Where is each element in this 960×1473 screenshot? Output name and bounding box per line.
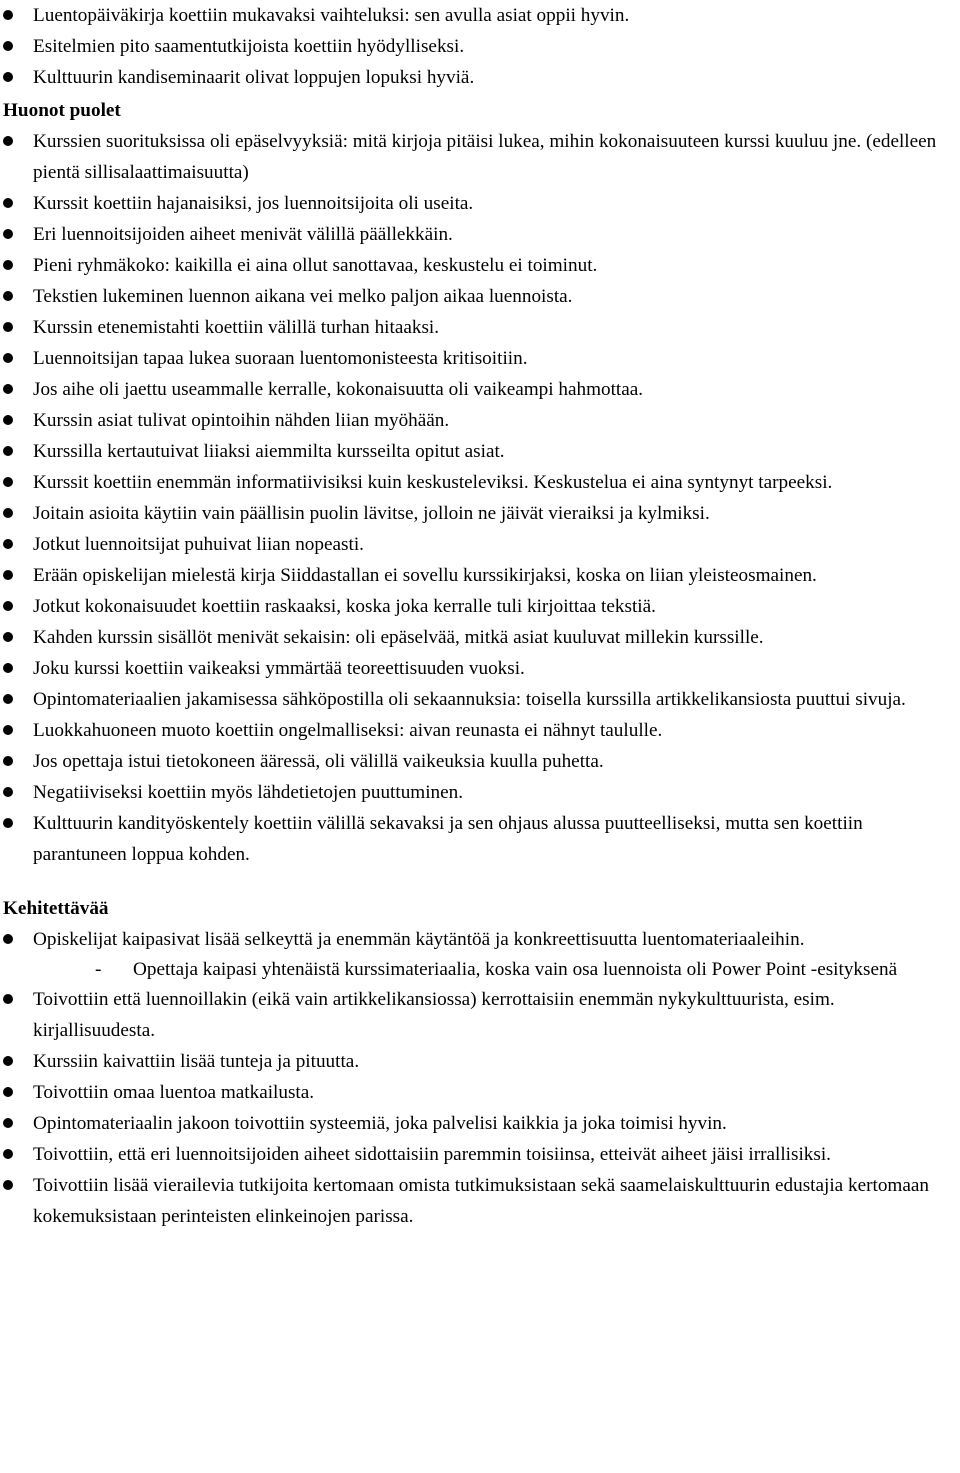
list-item: Jos aihe oli jaettu useammalle kerralle, kokonaisuutta oli vaikeampi hahmottaa.: [0, 374, 960, 405]
list-item: Opintomateriaalien jakamisessa sähköpostilla oli sekaannuksia: toisella kurssilla artikkelikansiosta puuttui sivuja.: [0, 684, 960, 715]
list-item: Toivottiin lisää vierailevia tutkijoita kertomaan omista tutkimuksistaan sekä saamelaiskulttuurin edustajia kertomaan kokemuksistaan perinteisten elinkeinojen parissa.: [0, 1170, 960, 1232]
list-item: Joitain asioita käytiin vain päällisin puolin lävitse, jolloin ne jäivät vieraiksi ja kylmiksi.: [0, 498, 960, 529]
list-item: Kurssilla kertautuivat liiaksi aiemmilta kursseilta opitut asiat.: [0, 436, 960, 467]
list-item-text: Opiskelijat kaipasivat lisää selkeyttä ja enemmän käytäntöä ja konkreettisuutta luentomateriaaleihin.: [33, 929, 805, 950]
list-item: Kahden kurssin sisällöt menivät sekaisin: oli epäselvää, mitkä asiat kuuluvat millekin kurssille.: [0, 622, 960, 653]
sub-list: [33, 955, 956, 984]
list-item: Pieni ryhmäkoko: kaikilla ei aina ollut sanottavaa, keskustelu ei toiminut.: [0, 250, 960, 281]
list-item: Esitelmien pito saamentutkijoista koettiin hyödylliseksi.: [0, 31, 960, 62]
list-item: Kurssiin kaivattiin lisää tunteja ja pituutta.: [0, 1046, 960, 1077]
list-item: Erään opiskelijan mielestä kirja Siiddastallan ei sovellu kurssikirjaksi, koska on liian yleisteosmainen.: [0, 560, 960, 591]
list-item: Kurssin etenemistahti koettiin välillä turhan hitaaksi.: [0, 312, 960, 343]
list-item: Kurssit koettiin enemmän informatiivisiksi kuin keskusteleviksi. Keskustelua ei aina syntynyt tarpeeksi.: [0, 467, 960, 498]
list-item: Kurssien suorituksissa oli epäselvyyksiä: mitä kirjoja pitäisi lukea, mihin kokonaisuuteen kurssi kuuluu jne. (edelleen pientä sillisalaattimaisuutta): [0, 126, 960, 188]
section-heading-huonot-puolet: Huonot puolet: [3, 100, 121, 121]
list-item: Toivottiin omaa luentoa matkailusta.: [0, 1077, 960, 1108]
list-item: [0, 924, 960, 984]
list-item: Kurssin asiat tulivat opintoihin nähden liian myöhään.: [0, 405, 960, 436]
list-item: Joku kurssi koettiin vaikeaksi ymmärtää teoreettisuuden vuoksi.: [0, 653, 960, 684]
list-item: Opintomateriaalin jakoon toivottiin systeemiä, joka palvelisi kaikkia ja joka toimisi hyvin.: [0, 1108, 960, 1139]
improve-list: [0, 924, 960, 1232]
list-item: Luokkahuoneen muoto koettiin ongelmalliseksi: aivan reunasta ei nähnyt taululle.: [0, 715, 960, 746]
list-item: Tekstien lukeminen luennon aikana vei melko paljon aikaa luennoista.: [0, 281, 960, 312]
top-list: [0, 0, 960, 93]
list-item: Kulttuurin kandiseminaarit olivat loppujen lopuksi hyviä.: [0, 62, 960, 93]
list-item: Negatiiviseksi koettiin myös lähdetietojen puuttuminen.: [0, 777, 960, 808]
list-item: Jotkut kokonaisuudet koettiin raskaaksi, koska joka kerralle tuli kirjoittaa tekstiä.: [0, 591, 960, 622]
sub-list-item: - Opettaja kaipasi yhtenäistä kurssimateriaalia, koska vain osa luennoista oli Power Point -esityksenä: [33, 955, 956, 984]
section-heading-kehitettavaa: Kehitettävää: [3, 898, 109, 919]
list-item: Jos opettaja istui tietokoneen ääressä, oli välillä vaikeuksia kuulla puhetta.: [0, 746, 960, 777]
list-item: Kulttuurin kandityöskentely koettiin välillä sekavaksi ja sen ohjaus alussa puutteelliseksi, mutta sen koettiin parantuneen loppua kohden.: [0, 808, 960, 870]
list-item: Toivottiin että luennoillakin (eikä vain artikkelikansiossa) kerrottaisiin enemmän nykykulttuurista, esim. kirjallisuudesta.: [0, 984, 960, 1046]
bad-list: [0, 126, 960, 870]
list-item: Luennoitsijan tapaa lukea suoraan luentomonisteesta kritisoitiin.: [0, 343, 960, 374]
list-item: Kurssit koettiin hajanaisiksi, jos luennoitsijoita oli useita.: [0, 188, 960, 219]
list-item: Toivottiin, että eri luennoitsijoiden aiheet sidottaisiin paremmin toisiinsa, etteivät aiheet jäisi irrallisiksi.: [0, 1139, 960, 1170]
list-item: Luentopäiväkirja koettiin mukavaksi vaihteluksi: sen avulla asiat oppii hyvin.: [0, 0, 960, 31]
list-item: Jotkut luennoitsijat puhuivat liian nopeasti.: [0, 529, 960, 560]
list-item: Eri luennoitsijoiden aiheet menivät välillä päällekkäin.: [0, 219, 960, 250]
